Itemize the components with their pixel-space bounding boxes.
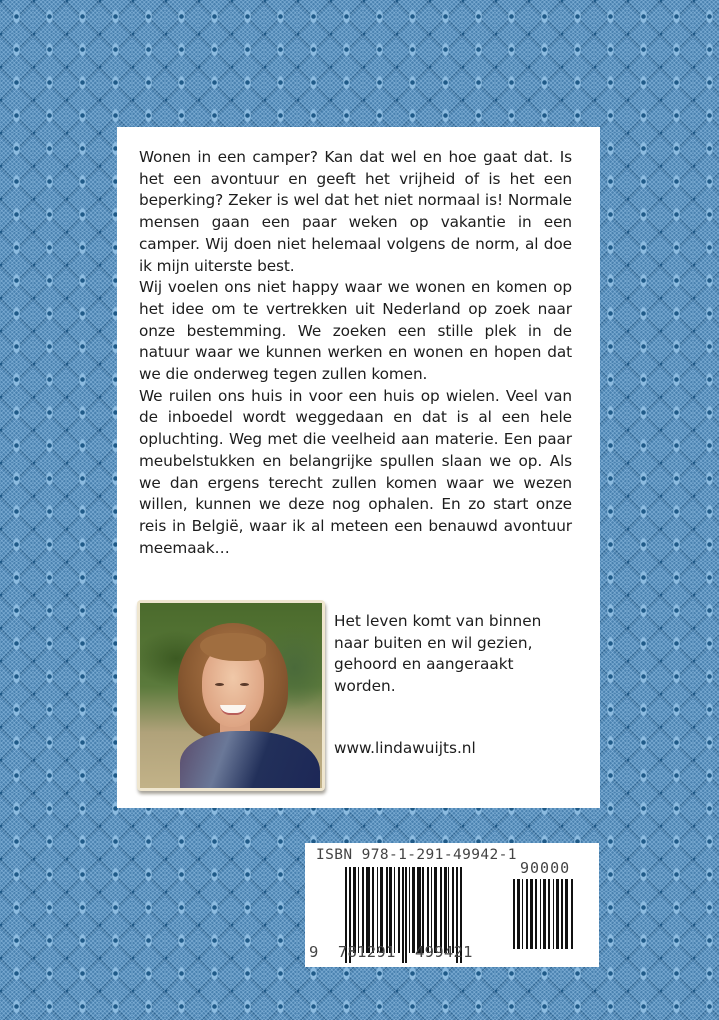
barcode-right-digits: 499421 (414, 943, 473, 961)
author-photo-frame (137, 600, 325, 791)
isbn-barcode-box (305, 843, 599, 967)
addon-barcode (513, 879, 589, 949)
author-quote (334, 611, 584, 698)
blurb-paragraph-2: Wij voelen ons niet happy waar we wonen en komen op het idee om te vertrekken uit Nederland op zoek naar onze bestemming. We zoeken een stille plek in de natuur waar we kunnen werken en wonen en hopen dat we die onderweg tegen zullen komen. (139, 278, 572, 384)
blurb-paragraph-3: We ruilen ons huis in voor een huis op wielen. Veel van de inboedel wordt weggedaan en dat is al een hele opluchting. Weg met die veelheid aan materie. Een paar meubelstukken en belangrijke spullen slaan we op. Als we dan ergens terecht zullen komen waar we wezen willen, kunnen we deze nog ophalen. En zo start onze reis in België, waar ik al meteen een benauwd avontuur meemaak… (139, 386, 572, 557)
quote-line-4: worden. (334, 677, 396, 696)
ean13-barcode (345, 867, 498, 953)
barcode-left-digits: 781291 (337, 943, 396, 961)
blurb-paragraph-1: Wonen in een camper? Kan dat wel en hoe gaat dat. Is het een avontuur en geeft het vrijheid of is het een beperking? Zeker is wel dat het niet normaal is! Normale mensen gaan een paar weken op vakantie in een camper. Wij doen niet helemaal volgens de norm, al doe ik mijn uiterste best. (139, 148, 572, 275)
text-panel (117, 127, 600, 808)
barcode-digits (309, 943, 473, 961)
quote-line-3: gehoord en aangeraakt (334, 655, 514, 674)
photo-eye-left (215, 683, 224, 686)
photo-eye-right (240, 683, 249, 686)
author-website: www.lindawuijts.nl (334, 739, 476, 757)
photo-clothing (180, 731, 320, 788)
isbn-label: ISBN 978-1-291-49942-1 (316, 847, 517, 863)
blurb-text (139, 147, 572, 559)
quote-line-2: naar buiten en wil gezien, (334, 633, 533, 652)
barcode-first-digit: 9 (309, 943, 319, 961)
quote-line-1: Het leven komt van binnen (334, 612, 542, 630)
isbn-addon-number: 90000 (520, 859, 571, 877)
author-photo (140, 603, 322, 788)
